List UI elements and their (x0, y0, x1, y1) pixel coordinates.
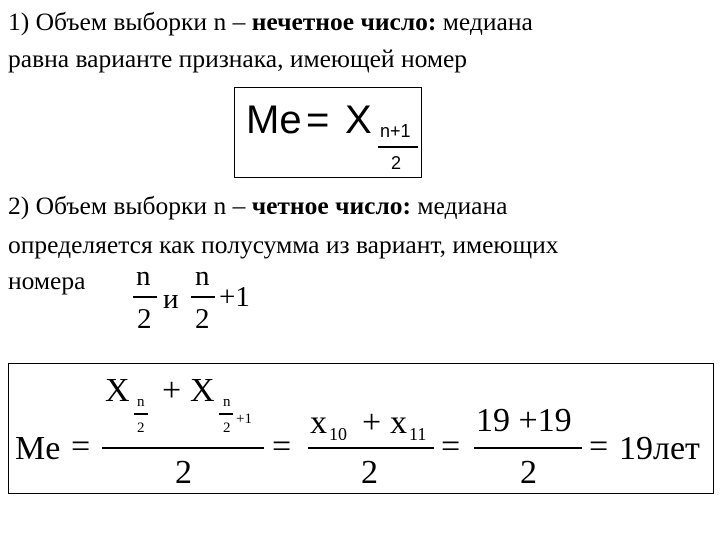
section1-suffix: медиана (436, 7, 533, 36)
formula2-X1-sub-denominator: 2 (137, 420, 145, 436)
section2-prefix: 2) Объем выборки n – (8, 191, 252, 220)
inline-frac1-denominator: 2 (137, 303, 152, 335)
formula2-X2-sub-plus-one: +1 (236, 411, 252, 427)
formula2-equals-2: = (272, 428, 292, 465)
inline-frac2-denominator: 2 (195, 303, 210, 335)
inline-plus-one: +1 (219, 281, 250, 313)
formula2-denominator-1: 2 (175, 454, 192, 491)
formula2-X2-sub-bar (219, 413, 233, 415)
inline-frac2-bar (191, 296, 215, 298)
section1-line1 (8, 6, 714, 37)
formula2-fraction-bar-2 (308, 447, 434, 449)
inline-conjunction: и (163, 283, 179, 315)
formula2-x10-subscript: 10 (329, 424, 347, 444)
section2-suffix: медиана (411, 191, 508, 220)
formula1-subscript-fraction-bar (378, 146, 418, 148)
inline-frac2-numerator: n (195, 260, 210, 292)
formula2-denominator-2: 2 (361, 454, 378, 491)
section1-bold: нечетное число: (251, 7, 437, 36)
formula2-equals-1: = (71, 428, 91, 465)
inline-frac1-bar (133, 296, 157, 298)
formula2-equals-4: = (589, 428, 609, 465)
formula1-variable: X (345, 98, 372, 142)
formula2-numerator-3: 19 +19 (476, 402, 572, 439)
formula2-fraction-bar-1 (102, 447, 264, 449)
section2-line2: определяется как полусумма из вариант, имеющих (8, 230, 559, 259)
section2-bold: четное число: (251, 191, 412, 220)
formula2-X2-sub-numerator: n (223, 394, 231, 410)
formula2-X1: X (105, 372, 130, 409)
formula1-lhs: Me (246, 98, 302, 142)
formula1-equals: = (306, 98, 330, 142)
formula2-plus-2: + (362, 404, 382, 441)
formula2-X2-sub-denominator: 2 (223, 420, 231, 436)
formula2-x11: x (390, 404, 407, 441)
formula1-subscript-numerator: n+1 (380, 121, 411, 141)
formula2-X1-sub-numerator: n (137, 394, 145, 410)
section2-line3: номера (8, 266, 86, 295)
formula2-denominator-3: 2 (520, 454, 537, 491)
formula2-X1-sub-bar (134, 413, 148, 415)
formula2-result: 19лет (619, 430, 700, 467)
section1-prefix: 1) Объем выборки n – (8, 7, 252, 36)
formula2-plus-1: + (162, 372, 182, 409)
formula2-equals-3: = (441, 428, 461, 465)
formula1-subscript-denominator: 2 (391, 153, 402, 173)
formula2-X2: X (190, 372, 215, 409)
section2-line1 (8, 190, 714, 221)
formula2-lhs: Me (15, 430, 61, 467)
formula2-x10: x (310, 404, 327, 441)
formula2-x11-subscript: 11 (409, 424, 427, 444)
inline-frac1-numerator: n (136, 260, 151, 292)
section1-line2: равна варианте признака, имеющей номер (8, 44, 468, 73)
formula2-fraction-bar-3 (474, 447, 582, 449)
